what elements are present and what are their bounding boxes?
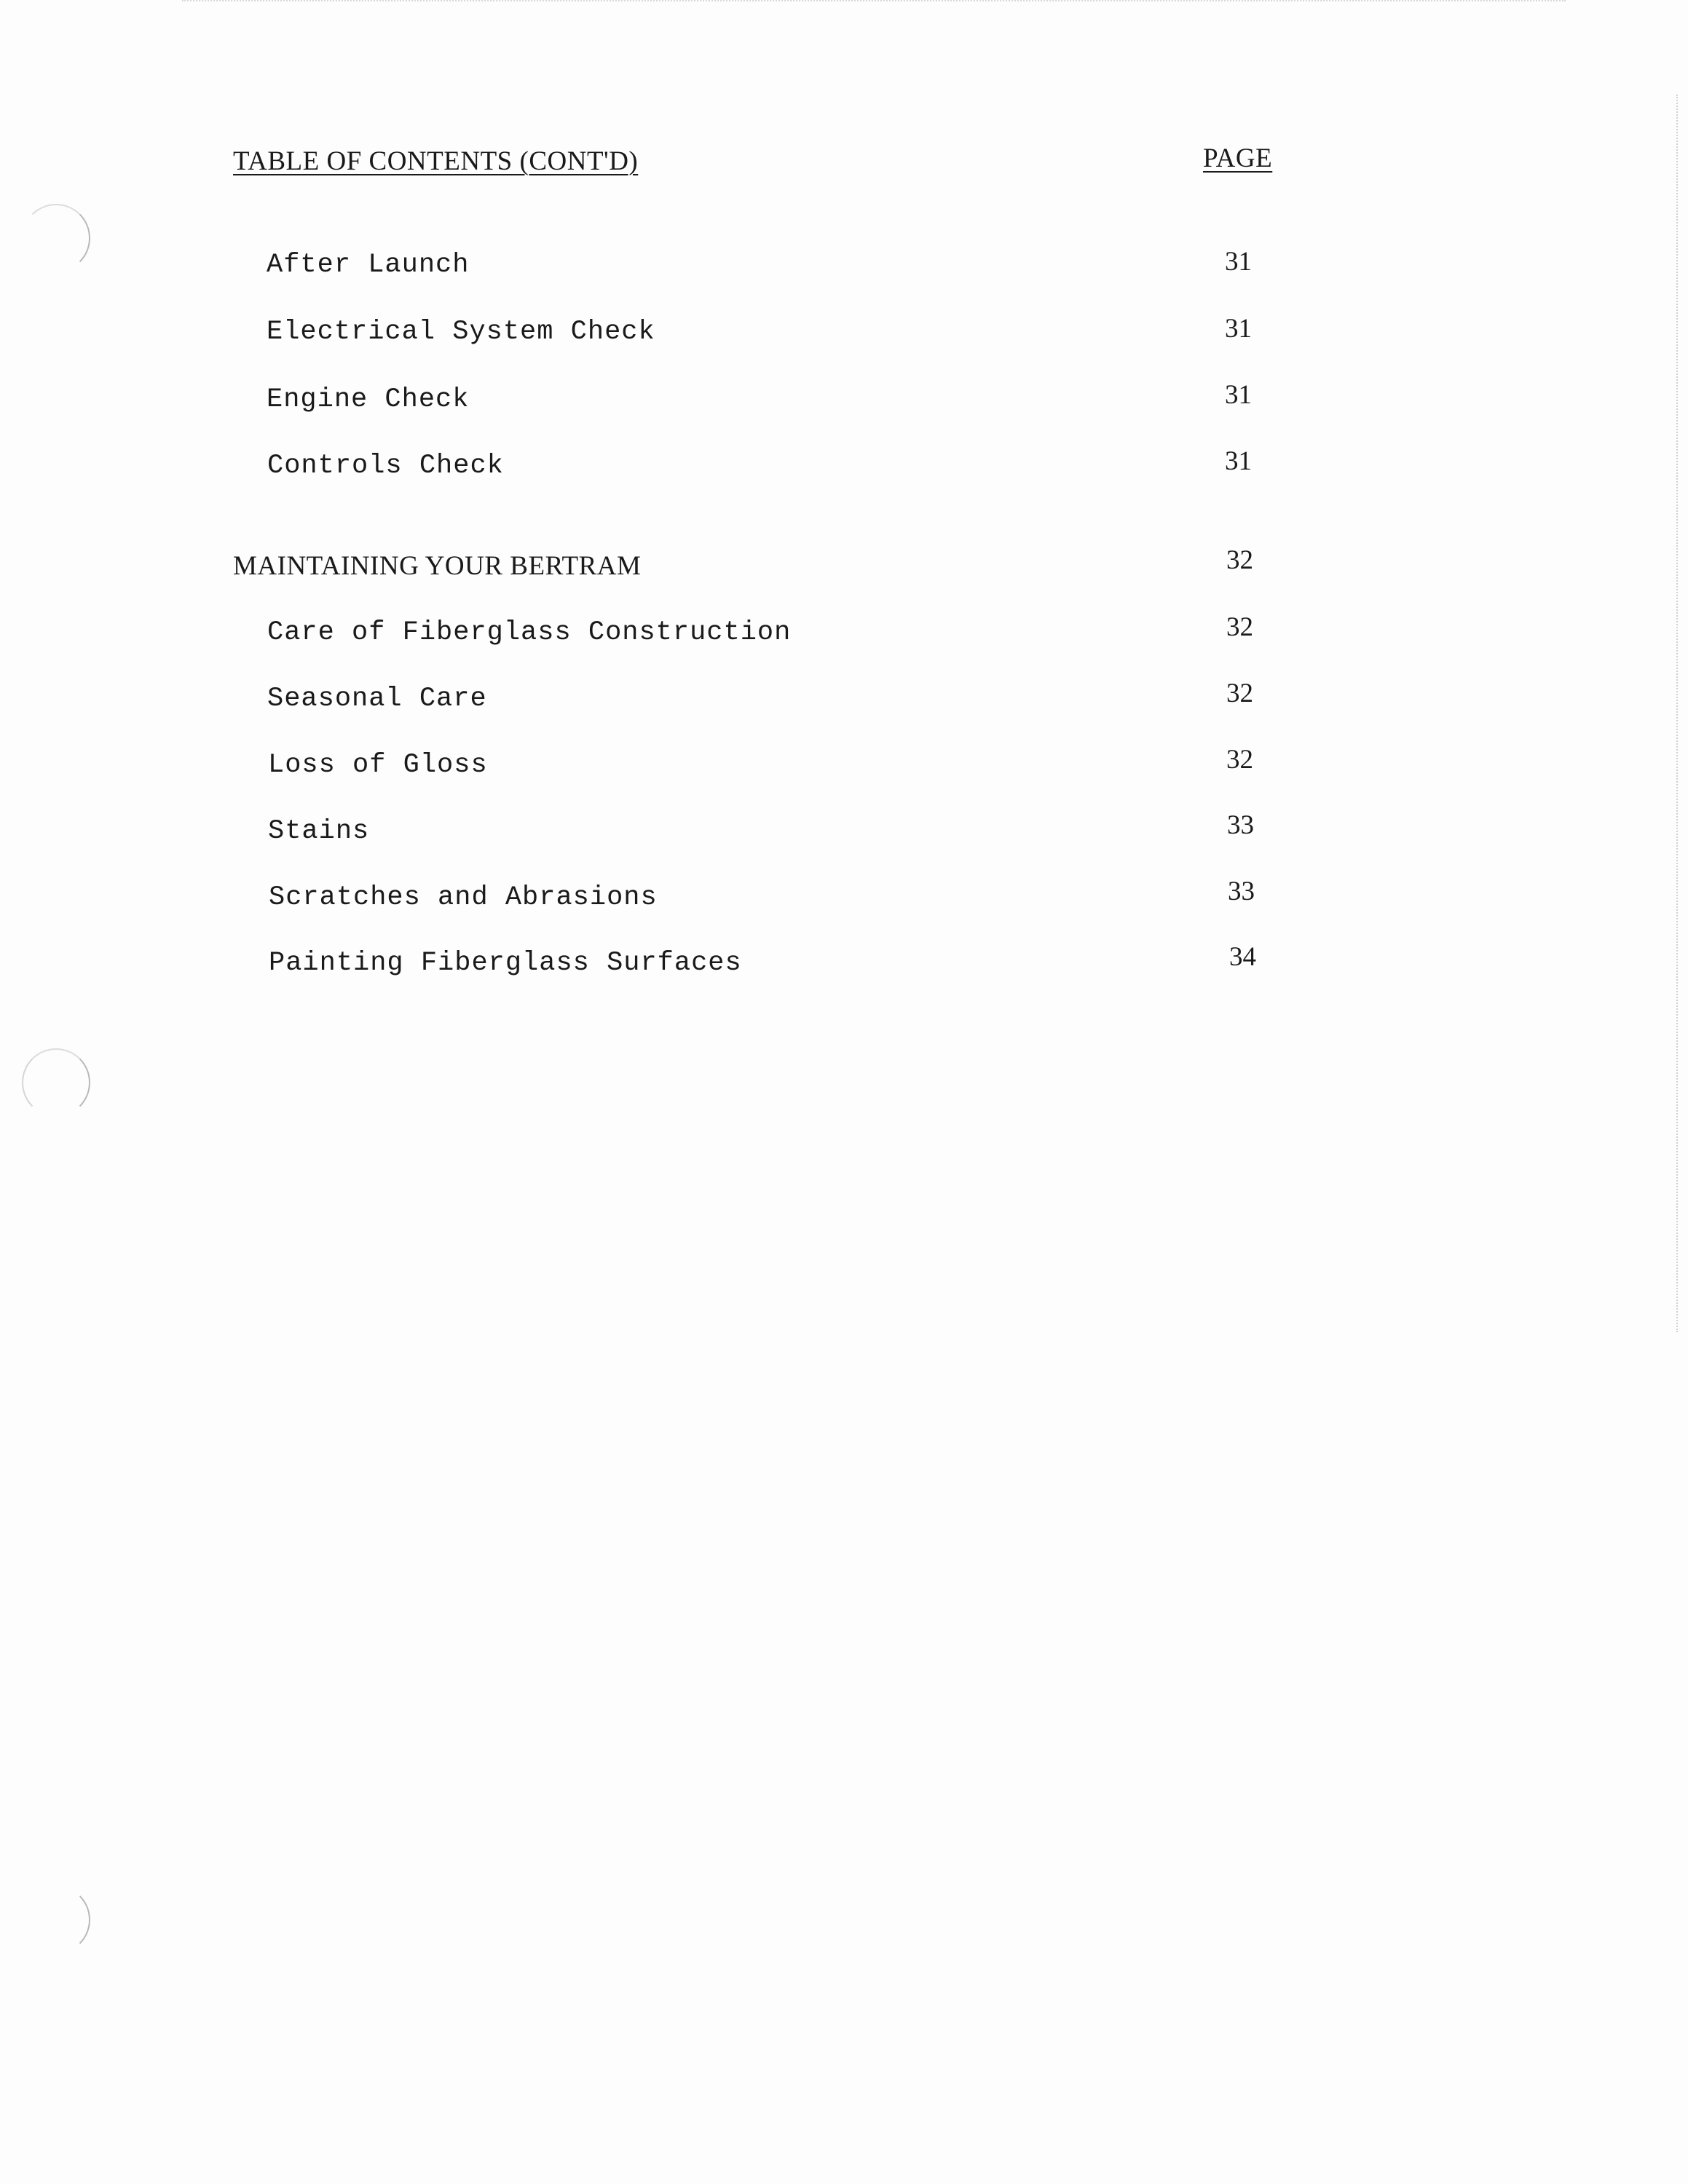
toc-entry-page: 31 xyxy=(1225,380,1252,410)
toc-entry-label: Painting Fiberglass Surfaces xyxy=(269,948,742,978)
toc-entry-label: Stains xyxy=(268,816,370,847)
toc-entry-page: 31 xyxy=(1225,247,1252,277)
toc-entry-page: 31 xyxy=(1225,446,1252,476)
toc-entry-label: Scratches and Abrasions xyxy=(269,882,658,913)
toc-entry-page: 32 xyxy=(1226,678,1253,708)
toc-entry-page: 33 xyxy=(1228,877,1255,906)
toc-entry-page: 32 xyxy=(1226,612,1253,642)
toc-entry-page: 32 xyxy=(1226,545,1253,575)
toc-title: TABLE OF CONTENTS (CONT'D) xyxy=(233,146,639,176)
toc-entry-label: Care of Fiberglass Construction xyxy=(267,617,792,648)
toc-entry-page: 32 xyxy=(1226,745,1253,775)
toc-entry-page: 34 xyxy=(1229,942,1256,972)
toc-entry-label: Seasonal Care xyxy=(267,684,487,714)
page-column-header: PAGE xyxy=(1203,143,1273,173)
toc-entry-label: Controls Check xyxy=(267,451,504,481)
toc-entry-page: 33 xyxy=(1227,810,1254,840)
punch-hole-icon xyxy=(22,1886,90,1954)
toc-entry-page: 31 xyxy=(1225,314,1252,344)
toc-entry-label: Engine Check xyxy=(267,384,470,415)
punch-hole-icon xyxy=(22,204,90,272)
scan-artifact-right xyxy=(1676,95,1679,1332)
scan-artifact-top xyxy=(182,0,1566,4)
toc-entry-label: Electrical System Check xyxy=(267,317,655,347)
toc-entry-label: After Launch xyxy=(267,250,470,280)
toc-section-label: MAINTAINING YOUR BERTRAM xyxy=(233,551,642,581)
punch-hole-icon xyxy=(22,1048,90,1117)
toc-entry-label: Loss of Gloss xyxy=(268,750,488,780)
